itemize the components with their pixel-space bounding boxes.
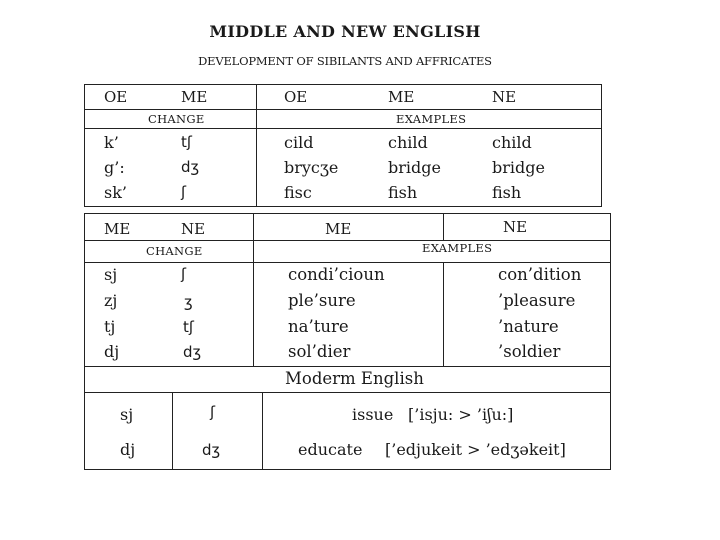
modern-row-2-transcription: [’edjukeit > ’edʒəkeit] xyxy=(385,440,566,459)
modern-row-2-word: educate xyxy=(298,440,363,459)
table-2-examples-header-divider xyxy=(443,213,444,240)
table-1-row-1-to: tʃ xyxy=(181,133,192,151)
table-2-row-3-to: tʃ xyxy=(183,318,194,336)
table-1-row-3-to: ʃ xyxy=(181,183,187,201)
table-2-header-me: ME xyxy=(104,220,131,238)
table-2-change-label: CHANGE xyxy=(146,244,203,258)
table-2-row-3-me: na’ture xyxy=(288,317,349,336)
table-2-modern-bottom-rule xyxy=(84,392,611,393)
table-2-header-ne-example: NE xyxy=(503,218,528,236)
table-1-header-oe-example: OE xyxy=(284,88,308,106)
modern-row-1-transcription: [’isju: > ’iʃu:] xyxy=(408,405,514,424)
table-1-row-1-oe: cild xyxy=(284,133,314,152)
table-1-row-3-ne: fish xyxy=(492,183,522,202)
table-1-examples-label: EXAMPLES xyxy=(396,112,467,126)
table-2-row-1-me: condi’cioun xyxy=(288,265,385,284)
table-1-row-2-ne: bridge xyxy=(492,158,545,177)
modern-english-title: Moderm English xyxy=(285,369,424,388)
table-1-row-3-oe: fisc xyxy=(284,183,312,202)
table-2-row-1-to: ʃ xyxy=(181,265,187,283)
table-1-header-me-example: ME xyxy=(388,88,415,106)
table-2-row-2-me: ple’sure xyxy=(288,291,356,310)
table-2-examples-label: EXAMPLES xyxy=(422,241,493,255)
table-2-row-1-ne: con’dition xyxy=(498,265,582,284)
table-2-header-rule xyxy=(84,240,611,241)
table-2-row-2-ne: ’pleasure xyxy=(498,291,576,310)
table-2-modern-top-rule xyxy=(84,366,611,367)
table-2-subheader-rule xyxy=(84,262,611,263)
table-2-header-me-example: ME xyxy=(325,220,352,238)
table-1-subheader-rule xyxy=(84,128,602,129)
modern-row-1-to: ʃ xyxy=(210,403,216,421)
modern-divider-2 xyxy=(262,392,263,470)
modern-row-1-from: sj xyxy=(120,405,134,424)
table-1-header-rule xyxy=(84,109,602,110)
table-1-row-3-from: sk’ xyxy=(104,183,127,202)
table-2-row-4-from: dj xyxy=(104,342,120,361)
table-1-row-1-me: child xyxy=(388,133,428,152)
table-2-divider xyxy=(253,213,254,366)
page-title: MIDDLE AND NEW ENGLISH xyxy=(209,22,481,41)
table-1-row-2-from: g’: xyxy=(104,158,125,177)
table-2-row-4-me: sol’dier xyxy=(288,342,351,361)
table-1-row-1-from: k’ xyxy=(104,133,119,152)
table-1-row-2-to: dʒ xyxy=(181,158,200,176)
modern-row-1-word: issue xyxy=(352,405,394,424)
table-2-row-3-from: tj xyxy=(104,317,116,336)
modern-row-2-from: dj xyxy=(120,440,136,459)
table-1-header-ne-example: NE xyxy=(492,88,517,106)
table-1-header-me: ME xyxy=(181,88,208,106)
table-1-row-2-me: bridge xyxy=(388,158,441,177)
table-2-row-2-from: zj xyxy=(104,291,118,310)
table-1-row-1-ne: child xyxy=(492,133,532,152)
table-1-change-label: CHANGE xyxy=(148,112,205,126)
page-subtitle: DEVELOPMENT OF SIBILANTS AND AFFRICATES xyxy=(198,54,492,68)
modern-divider-1 xyxy=(172,392,173,470)
table-1-row-3-me: fish xyxy=(388,183,418,202)
table-2-row-4-to: dʒ xyxy=(183,343,202,361)
table-1-divider xyxy=(256,84,257,207)
table-1-header-oe: OE xyxy=(104,88,128,106)
table-2-header-ne: NE xyxy=(181,220,206,238)
table-1-row-2-oe: brycʒe xyxy=(284,158,339,177)
table-2-examples-divider xyxy=(443,262,444,366)
modern-row-2-to: dʒ xyxy=(202,441,221,459)
table-2-row-3-ne: ’nature xyxy=(498,317,559,336)
table-2-row-1-from: sj xyxy=(104,265,118,284)
table-2-row-2-to: ʒ xyxy=(184,293,193,311)
table-2-row-4-ne: ’soldier xyxy=(498,342,561,361)
